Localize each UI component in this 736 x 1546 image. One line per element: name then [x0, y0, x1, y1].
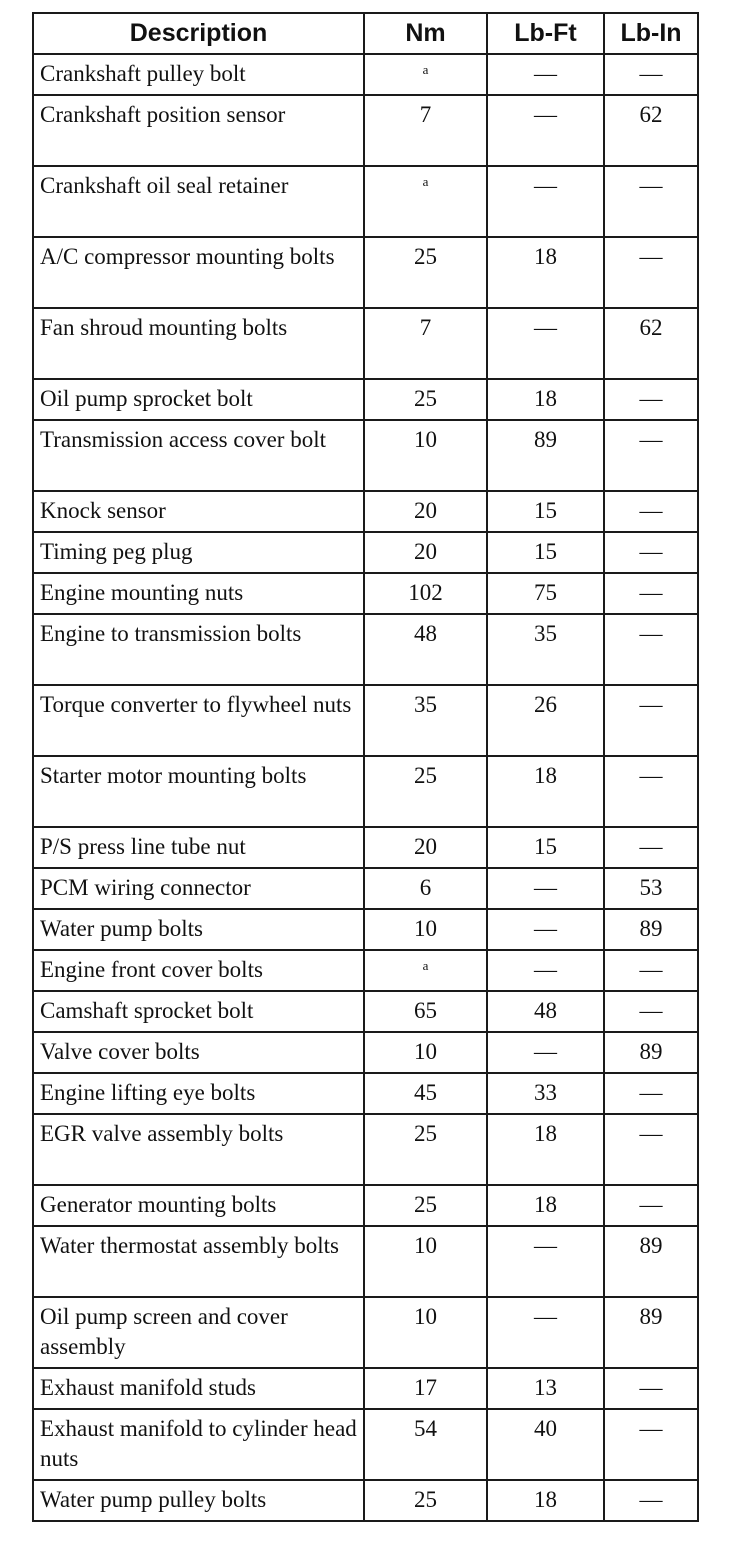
cell-lbft	[487, 909, 604, 950]
cell-nm	[364, 827, 487, 868]
cell-lbft-value: —	[534, 315, 557, 340]
cell-lbin-value: —	[639, 834, 663, 859]
table-body	[33, 54, 698, 1521]
cell-lbin	[604, 991, 698, 1032]
cell-lbin-value: —	[639, 1080, 663, 1105]
cell-lbft-value: —	[534, 916, 557, 941]
cell-description-value: Engine lifting eye bolts	[40, 1080, 256, 1105]
footnote-marker: a	[422, 62, 429, 77]
cell-description	[33, 685, 364, 756]
cell-lbin	[604, 379, 698, 420]
cell-lbft	[487, 237, 604, 308]
cell-description	[33, 614, 364, 685]
cell-description-value: Water pump bolts	[40, 916, 203, 941]
cell-lbft-value: 26	[534, 692, 557, 717]
cell-description-value: Water pump pulley bolts	[40, 1487, 267, 1512]
header-description: Description	[33, 13, 364, 54]
cell-lbft	[487, 991, 604, 1032]
cell-description-value: Generator mounting bolts	[40, 1192, 277, 1217]
cell-description-value: Torque converter to flywheel nuts	[40, 692, 352, 717]
cell-description	[33, 532, 364, 573]
cell-lbft	[487, 614, 604, 685]
cell-description	[33, 909, 364, 950]
cell-lbft	[487, 1409, 604, 1480]
cell-lbft-value: —	[534, 173, 557, 198]
cell-lbin	[604, 685, 698, 756]
cell-lbin-value: —	[639, 692, 663, 717]
cell-lbin	[604, 756, 698, 827]
table-row	[33, 1226, 698, 1297]
torque-spec-table	[32, 12, 699, 1522]
cell-lbft-value: —	[534, 875, 557, 900]
cell-nm	[364, 166, 487, 237]
cell-nm-value: 20	[414, 834, 437, 859]
cell-nm-value: 54	[414, 1416, 437, 1441]
cell-lbft-value: 13	[534, 1375, 557, 1400]
table-row	[33, 95, 698, 166]
cell-nm	[364, 308, 487, 379]
table-header	[33, 13, 698, 54]
cell-lbin	[604, 614, 698, 685]
cell-lbin	[604, 1073, 698, 1114]
table-row	[33, 379, 698, 420]
table-row	[33, 491, 698, 532]
cell-nm-value: 10	[414, 427, 437, 452]
cell-lbft	[487, 868, 604, 909]
cell-nm	[364, 573, 487, 614]
cell-nm	[364, 237, 487, 308]
table-row	[33, 532, 698, 573]
cell-lbin	[604, 166, 698, 237]
cell-lbft-value: —	[534, 1304, 557, 1329]
cell-lbft	[487, 1032, 604, 1073]
cell-nm	[364, 1073, 487, 1114]
cell-lbft-value: 35	[534, 621, 557, 646]
cell-description-value: Crankshaft position sensor	[40, 102, 286, 127]
cell-lbft	[487, 756, 604, 827]
cell-lbin-value: —	[639, 1416, 663, 1441]
cell-nm	[364, 756, 487, 827]
cell-nm-value: 65	[414, 998, 437, 1023]
cell-description-value: Oil pump screen and cover assembly	[40, 1304, 288, 1359]
table-row	[33, 1073, 698, 1114]
cell-nm	[364, 1032, 487, 1073]
cell-description	[33, 54, 364, 95]
cell-description-value: Timing peg plug	[40, 539, 193, 564]
cell-description	[33, 950, 364, 991]
cell-lbft	[487, 950, 604, 991]
cell-nm	[364, 1409, 487, 1480]
cell-nm-value: 20	[414, 539, 437, 564]
cell-lbin-value: —	[639, 386, 663, 411]
cell-lbft	[487, 1368, 604, 1409]
cell-description-value: EGR valve assembly bolts	[40, 1121, 284, 1146]
cell-description	[33, 573, 364, 614]
cell-lbft	[487, 1297, 604, 1368]
cell-lbin	[604, 95, 698, 166]
cell-lbft	[487, 1114, 604, 1185]
header-lbin: Lb-In	[604, 13, 698, 54]
cell-lbin	[604, 1368, 698, 1409]
cell-nm-value: 25	[414, 763, 437, 788]
cell-lbft	[487, 1073, 604, 1114]
cell-lbft	[487, 573, 604, 614]
cell-lbin	[604, 1297, 698, 1368]
cell-lbin	[604, 909, 698, 950]
cell-nm	[364, 614, 487, 685]
table-row	[33, 827, 698, 868]
cell-nm	[364, 685, 487, 756]
cell-description-value: Oil pump sprocket bolt	[40, 386, 253, 411]
cell-nm-value: 20	[414, 498, 437, 523]
cell-lbft	[487, 1226, 604, 1297]
cell-lbft-value: 18	[534, 1121, 557, 1146]
table-row	[33, 1185, 698, 1226]
table-row	[33, 909, 698, 950]
cell-lbin-value: —	[639, 1192, 663, 1217]
footnote-marker: a	[422, 958, 429, 973]
cell-lbft	[487, 379, 604, 420]
cell-nm	[364, 1480, 487, 1521]
cell-description-value: Engine to transmission bolts	[40, 621, 302, 646]
cell-lbin	[604, 1032, 698, 1073]
cell-nm	[364, 420, 487, 491]
cell-nm-value: 25	[414, 1192, 437, 1217]
cell-lbft-value: —	[534, 102, 557, 127]
cell-lbin-value: 62	[639, 102, 663, 127]
cell-lbft-value: 15	[534, 539, 557, 564]
table-row	[33, 308, 698, 379]
cell-nm	[364, 491, 487, 532]
cell-lbft-value: 18	[534, 1487, 557, 1512]
cell-nm-value: 25	[414, 244, 437, 269]
cell-description-value: Knock sensor	[40, 498, 166, 523]
table-row	[33, 685, 698, 756]
cell-nm-value: 7	[419, 102, 432, 127]
cell-description-value: Valve cover bolts	[40, 1039, 200, 1064]
cell-lbin	[604, 1409, 698, 1480]
cell-nm	[364, 1297, 487, 1368]
cell-lbin-value: —	[639, 998, 663, 1023]
cell-description	[33, 1368, 364, 1409]
cell-lbin	[604, 54, 698, 95]
cell-description-value: P/S press line tube nut	[40, 834, 246, 859]
cell-description	[33, 379, 364, 420]
cell-lbft	[487, 532, 604, 573]
cell-lbft	[487, 1480, 604, 1521]
cell-lbft-value: 40	[534, 1416, 557, 1441]
cell-lbin-value: 53	[639, 875, 663, 900]
cell-lbin-value: —	[639, 621, 663, 646]
cell-nm-value: 45	[414, 1080, 437, 1105]
table-row	[33, 991, 698, 1032]
cell-lbft	[487, 1185, 604, 1226]
cell-lbin-value: —	[639, 498, 663, 523]
cell-lbft	[487, 827, 604, 868]
cell-lbft	[487, 166, 604, 237]
cell-lbin	[604, 1480, 698, 1521]
cell-lbft-value: 15	[534, 498, 557, 523]
table-row	[33, 1368, 698, 1409]
cell-lbin-value: —	[639, 539, 663, 564]
cell-nm	[364, 868, 487, 909]
cell-nm-value: 17	[414, 1375, 437, 1400]
cell-description	[33, 308, 364, 379]
cell-description	[33, 95, 364, 166]
cell-description	[33, 237, 364, 308]
table-row	[33, 54, 698, 95]
cell-lbin-value: —	[639, 244, 663, 269]
cell-description	[33, 1226, 364, 1297]
cell-nm	[364, 1226, 487, 1297]
cell-description-value: Camshaft sprocket bolt	[40, 998, 254, 1023]
cell-description-value: Engine mounting nuts	[40, 580, 244, 605]
cell-description-value: Exhaust manifold to cylinder head nuts	[40, 1416, 357, 1471]
cell-nm-value: 25	[414, 1121, 437, 1146]
cell-nm-value: 10	[414, 1304, 437, 1329]
cell-lbin	[604, 1114, 698, 1185]
cell-description	[33, 1297, 364, 1368]
cell-nm	[364, 950, 487, 991]
header-lbft: Lb-Ft	[487, 13, 604, 54]
table-row	[33, 614, 698, 685]
table-row	[33, 1032, 698, 1073]
table-row	[33, 166, 698, 237]
cell-description-value: Crankshaft pulley bolt	[40, 61, 246, 86]
cell-lbft-value: 33	[534, 1080, 557, 1105]
cell-lbin-value: 89	[639, 1039, 663, 1064]
cell-lbin-value: —	[639, 1121, 663, 1146]
cell-description-value: Crankshaft oil seal retainer	[40, 173, 289, 198]
cell-lbft-value: 75	[534, 580, 557, 605]
table-row	[33, 950, 698, 991]
table-row	[33, 1409, 698, 1480]
cell-description-value: Starter motor mounting bolts	[40, 763, 307, 788]
cell-lbin	[604, 827, 698, 868]
cell-nm	[364, 95, 487, 166]
cell-nm-value: 6	[419, 875, 432, 900]
cell-description-value: Transmission access cover bolt	[40, 427, 326, 452]
cell-lbft-value: 15	[534, 834, 557, 859]
cell-nm-value: 10	[414, 1233, 437, 1258]
cell-lbft-value: 18	[534, 244, 557, 269]
footnote-marker: a	[422, 174, 429, 189]
cell-lbin	[604, 420, 698, 491]
cell-nm-value: 102	[408, 580, 443, 605]
cell-lbft-value: —	[534, 61, 557, 86]
cell-nm-value: 25	[414, 386, 437, 411]
cell-description-value: Fan shroud mounting bolts	[40, 315, 288, 340]
cell-lbin	[604, 868, 698, 909]
cell-lbin-value: —	[639, 61, 663, 86]
cell-nm	[364, 54, 487, 95]
cell-description	[33, 868, 364, 909]
cell-description	[33, 491, 364, 532]
cell-description	[33, 1032, 364, 1073]
table-row	[33, 1480, 698, 1521]
table-row	[33, 573, 698, 614]
cell-lbin-value: —	[639, 763, 663, 788]
cell-description	[33, 991, 364, 1032]
table-row	[33, 756, 698, 827]
cell-lbft-value: —	[534, 1233, 557, 1258]
cell-lbin	[604, 573, 698, 614]
cell-description	[33, 166, 364, 237]
header-row	[33, 13, 698, 54]
table-row	[33, 237, 698, 308]
cell-nm	[364, 909, 487, 950]
cell-lbin-value: —	[639, 957, 663, 982]
cell-description-value: Water thermostat assembly bolts	[40, 1233, 339, 1258]
cell-description	[33, 1409, 364, 1480]
cell-lbin	[604, 1185, 698, 1226]
cell-lbft-value: —	[534, 1039, 557, 1064]
cell-lbin	[604, 950, 698, 991]
table-row	[33, 420, 698, 491]
cell-description-value: A/C compressor mounting bolts	[40, 244, 335, 269]
cell-lbin-value: 89	[639, 916, 663, 941]
cell-lbin	[604, 237, 698, 308]
cell-lbft-value: 89	[534, 427, 557, 452]
cell-lbin	[604, 308, 698, 379]
cell-nm	[364, 379, 487, 420]
cell-description-value: PCM wiring connector	[40, 875, 251, 900]
table-row	[33, 1114, 698, 1185]
cell-nm	[364, 1114, 487, 1185]
cell-lbin	[604, 532, 698, 573]
cell-nm-value: 10	[414, 916, 437, 941]
cell-lbft	[487, 685, 604, 756]
cell-lbin-value: —	[639, 580, 663, 605]
header-nm: Nm	[364, 13, 487, 54]
cell-description	[33, 1185, 364, 1226]
cell-nm	[364, 532, 487, 573]
table-row	[33, 1297, 698, 1368]
cell-lbin-value: 89	[639, 1233, 663, 1258]
cell-lbft	[487, 54, 604, 95]
cell-lbin-value: —	[639, 1487, 663, 1512]
cell-description-value: Exhaust manifold studs	[40, 1375, 256, 1400]
cell-description	[33, 1480, 364, 1521]
cell-nm-value: 25	[414, 1487, 437, 1512]
cell-lbin-value: —	[639, 427, 663, 452]
cell-lbin-value: —	[639, 173, 663, 198]
cell-lbin-value: —	[639, 1375, 663, 1400]
cell-lbin-value: 62	[639, 315, 663, 340]
cell-lbin	[604, 491, 698, 532]
cell-nm-value: 10	[414, 1039, 437, 1064]
cell-lbft	[487, 420, 604, 491]
cell-description-value: Engine front cover bolts	[40, 957, 263, 982]
cell-description	[33, 420, 364, 491]
cell-nm	[364, 1185, 487, 1226]
cell-lbft-value: 48	[534, 998, 557, 1023]
cell-description	[33, 1114, 364, 1185]
cell-nm-value: 7	[419, 315, 432, 340]
cell-lbft-value: 18	[534, 763, 557, 788]
cell-lbft	[487, 491, 604, 532]
cell-description	[33, 827, 364, 868]
cell-lbft-value: 18	[534, 1192, 557, 1217]
cell-lbin	[604, 1226, 698, 1297]
cell-lbin-value: 89	[639, 1304, 663, 1329]
cell-lbft-value: 18	[534, 386, 557, 411]
cell-nm	[364, 1368, 487, 1409]
cell-lbft	[487, 95, 604, 166]
cell-nm-value: 35	[414, 692, 437, 717]
cell-nm-value: 48	[414, 621, 437, 646]
cell-description	[33, 1073, 364, 1114]
cell-lbft	[487, 308, 604, 379]
table-row	[33, 868, 698, 909]
cell-nm	[364, 991, 487, 1032]
cell-lbft-value: —	[534, 957, 557, 982]
cell-description	[33, 756, 364, 827]
